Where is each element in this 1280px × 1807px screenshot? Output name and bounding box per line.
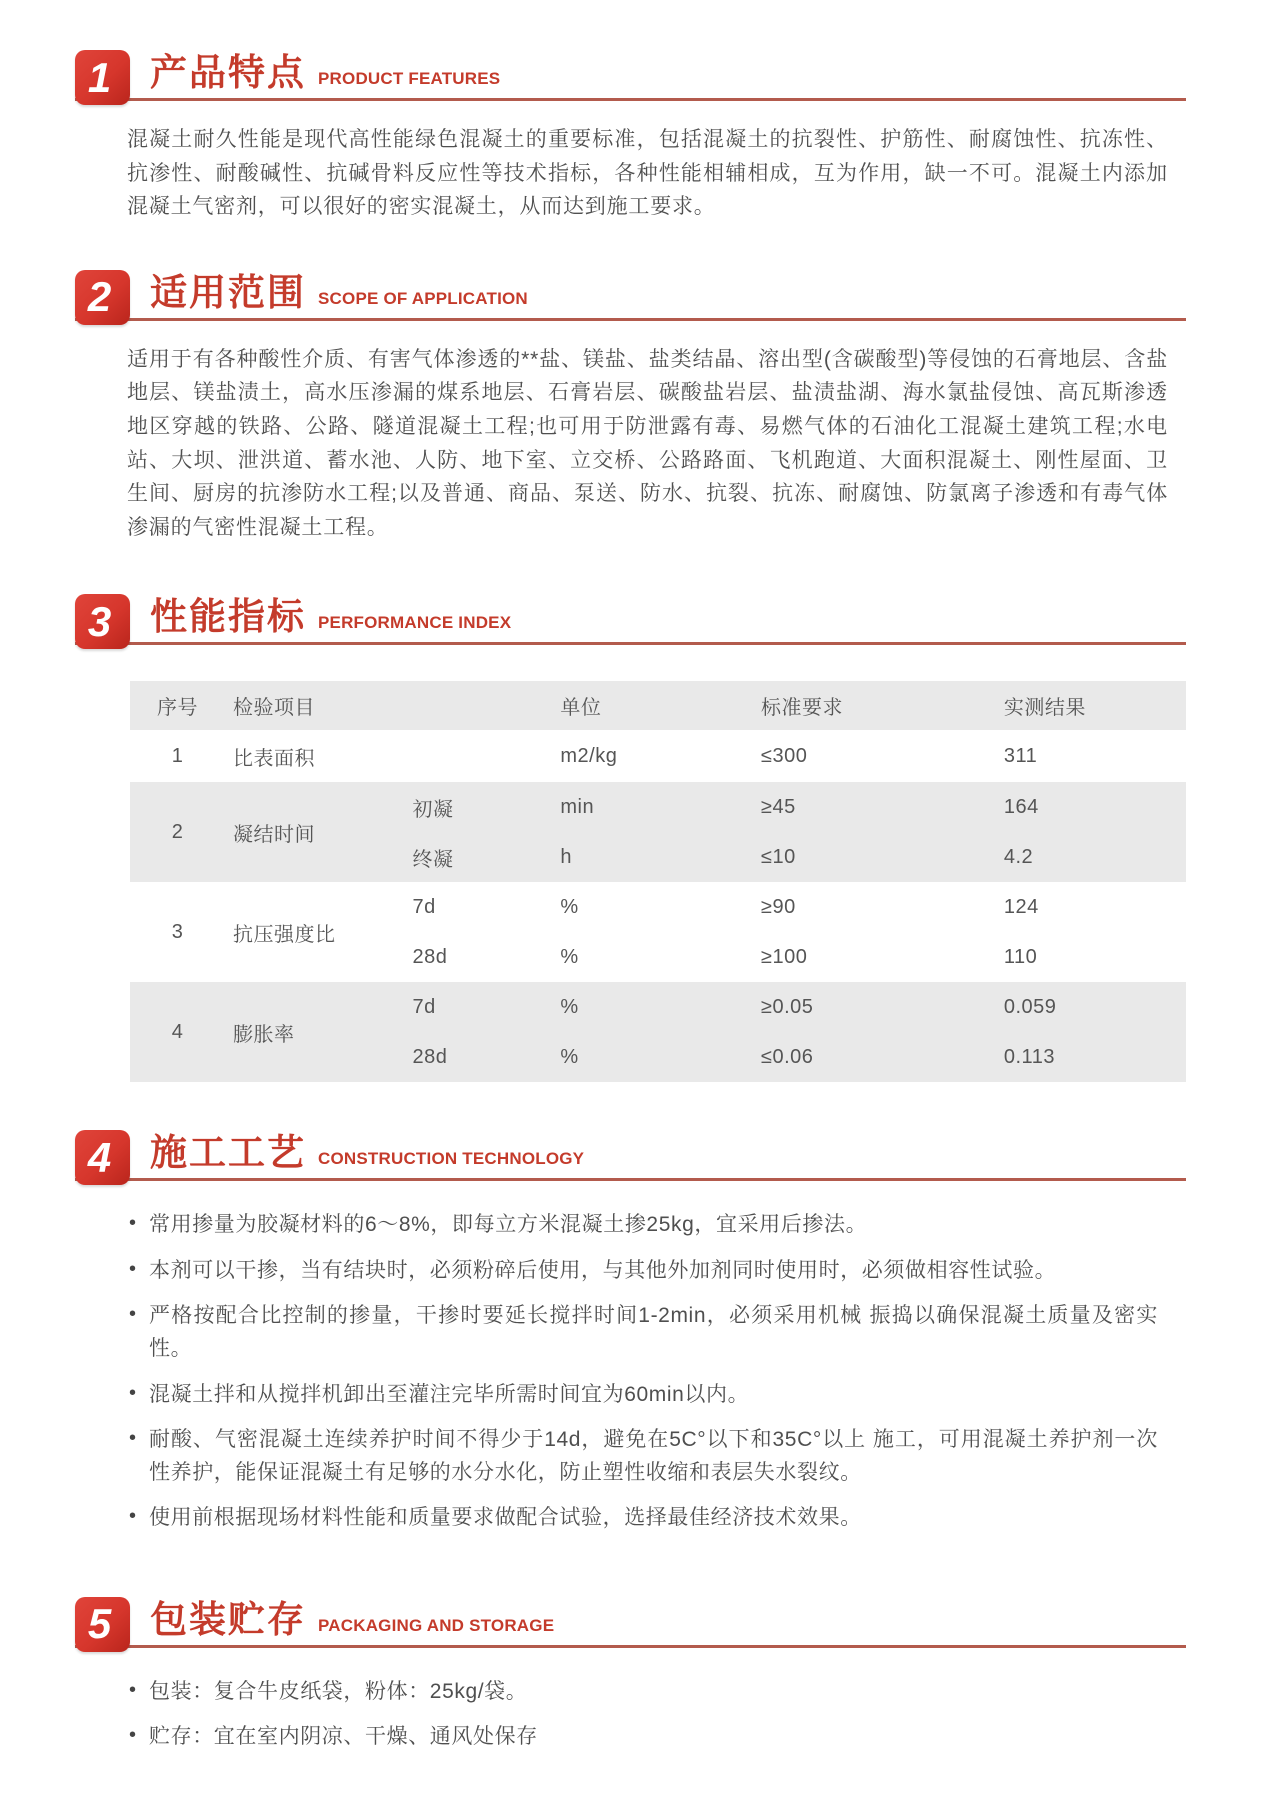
section-number-badge: 3	[75, 594, 130, 649]
cell-result: 4.2	[996, 832, 1186, 882]
section-header	[75, 1597, 1186, 1648]
performance-table	[130, 681, 1186, 1082]
cell-standard: ≤0.06	[753, 1032, 996, 1082]
bullet-item: • 耐酸、气密混凝土连续养护时间不得少于14d，避免在5C°以下和35C°以上 施工，可用混凝土养护剂一次性养护，能保证混凝土有足够的水分水化，防止塑性收缩和表层失水裂纹。	[127, 1424, 1158, 1489]
section-title-zh: 产品特点	[150, 52, 306, 93]
section-number-badge: 4	[75, 1130, 130, 1185]
cell-item: 抗压强度比	[233, 923, 336, 946]
cell-subitem: 7d	[405, 982, 553, 1032]
section-title-en: PACKAGING AND STORAGE	[318, 1615, 555, 1635]
cell-unit: h	[552, 832, 753, 882]
cell-subitem: 7d	[412, 895, 436, 918]
col-header-result: 实测结果	[996, 681, 1186, 730]
cell-index: 2	[130, 782, 225, 882]
bullet-item: • 包装：复合牛皮纸袋，粉体：25kg/袋。	[127, 1676, 1158, 1709]
section-title-zh: 适用范围	[150, 271, 306, 313]
cell-unit: m2/kg	[560, 744, 618, 767]
section-paragraph: 适用于有各种酸性介质、有害气体渗透的**盐、镁盐、盐类结晶、溶出型(含碳酸型)等侵蚀的石膏地层、含盐地层、镁盐渍土，高水压渗漏的煤系地层、石膏岩层、碳酸盐岩层、盐渍盐湖、海水氯盐侵蚀、高瓦斯渗透地区穿越的铁路、公路、隧道混凝土工程;也可用于防泄露有毒、易燃气体的石油化工混凝土建筑工程;水电站、大坝、泄洪道、蓄水池、人防、地下室、立交桥、公路路面、飞机跑道、大面积混凝土、刚性屋面、卫生间、厨房的抗渗防水工程;以及普通、商品、泵送、防水、抗裂、抗冻、耐腐蚀、防氯离子渗透和有毒气体渗漏的气密性混凝土工程。	[127, 347, 1168, 539]
cell-standard: ≤10	[753, 832, 996, 882]
cell-result: 164	[996, 782, 1186, 832]
cell-unit: min	[552, 782, 753, 832]
construction-bullet-list	[127, 1209, 1158, 1534]
cell-index: 3	[171, 920, 184, 943]
table-header-row	[130, 681, 1186, 730]
cell-standard: ≥100	[761, 945, 808, 968]
section-header	[75, 50, 1186, 101]
cell-result: 124	[1003, 895, 1039, 918]
section-title-zh: 性能指标	[150, 596, 306, 638]
cell-standard: ≥45	[753, 782, 996, 832]
section-title-en: SCOPE OF APPLICATION	[318, 288, 528, 308]
section-scope-of-application	[75, 270, 1186, 545]
section-title-en: PERFORMANCE INDEX	[318, 613, 512, 633]
table-row	[130, 982, 1186, 1032]
section-header	[75, 1130, 1186, 1181]
bullet-item: • 严格按配合比控制的掺量，干掺时要延长搅拌时间1-2min，必须采用机械 振捣以确保混凝土质量及密实性。	[127, 1300, 1158, 1365]
packaging-bullet-list	[127, 1676, 1158, 1754]
cell-subitem: 28d	[405, 1032, 553, 1082]
col-header-unit: 单位	[552, 681, 753, 730]
cell-result: 110	[1003, 945, 1038, 968]
section-header	[75, 594, 1186, 645]
cell-standard: ≥0.05	[753, 982, 996, 1032]
bullet-item: • 混凝土拌和从搅拌机卸出至灌注完毕所需时间宜为60min以内。	[127, 1379, 1158, 1412]
cell-result: 0.113	[996, 1032, 1186, 1082]
cell-unit: %	[560, 895, 579, 918]
bullet-item: • 本剂可以干掺，当有结块时，必须粉碎后使用，与其他外加剂同时使用时，必须做相容性试验。	[127, 1255, 1158, 1288]
section-title-zh: 施工工艺	[150, 1132, 306, 1174]
cell-item: 膨胀率	[225, 982, 405, 1082]
section-title-en: CONSTRUCTION TECHNOLOGY	[318, 1149, 585, 1169]
section-performance-index	[75, 594, 1186, 1082]
section-title-zh: 包装贮存	[150, 1598, 306, 1640]
cell-subitem: 终凝	[405, 832, 553, 882]
section-paragraph: 混凝土耐久性能是现代高性能绿色混凝土的重要标准，包括混凝土的抗裂性、护筋性、耐腐蚀性、抗冻性、抗渗性、耐酸碱性、抗碱骨料反应性等技术指标，各种性能相辅相成，互为作用，缺一不可。混凝土内添加混凝土气密剂，可以很好的密实混凝土，从而达到施工要求。	[127, 128, 1168, 219]
section-number-badge: 2	[75, 270, 130, 325]
table-row	[130, 730, 1186, 782]
cell-unit: %	[560, 945, 579, 968]
cell-unit: %	[552, 1032, 753, 1082]
section-construction-technology	[75, 1130, 1186, 1534]
section-header	[75, 270, 1186, 321]
table-row	[130, 882, 1186, 932]
bullet-item: • 常用掺量为胶凝材料的6～8%，即每立方米混凝土掺25kg，宜采用后掺法。	[127, 1209, 1158, 1242]
section-number-badge: 5	[75, 1597, 130, 1652]
col-header-item: 检验项目	[225, 681, 552, 730]
col-header-standard: 标准要求	[753, 681, 996, 730]
cell-index: 1	[171, 744, 184, 767]
cell-item: 比表面积	[233, 747, 316, 770]
bullet-item: • 贮存：宜在室内阴凉、干燥、通风处保存	[127, 1721, 1158, 1754]
cell-result: 0.059	[996, 982, 1186, 1032]
section-packaging-storage	[75, 1597, 1186, 1754]
cell-result: 311	[1003, 744, 1038, 767]
cell-item: 凝结时间	[225, 782, 405, 882]
section-number-badge: 1	[75, 50, 130, 105]
section-title-en: PRODUCT FEATURES	[318, 69, 501, 88]
cell-standard: ≥90	[761, 895, 796, 918]
cell-unit: %	[552, 982, 753, 1032]
cell-subitem: 初凝	[405, 782, 553, 832]
table-row	[130, 782, 1186, 832]
section-product-features	[75, 50, 1186, 224]
cell-index: 4	[130, 982, 225, 1082]
col-header-index: 序号	[130, 681, 225, 730]
cell-standard: ≤300	[761, 744, 808, 767]
bullet-item: • 使用前根据现场材料性能和质量要求做配合试验，选择最佳经济技术效果。	[127, 1502, 1158, 1535]
cell-subitem: 28d	[412, 945, 448, 968]
